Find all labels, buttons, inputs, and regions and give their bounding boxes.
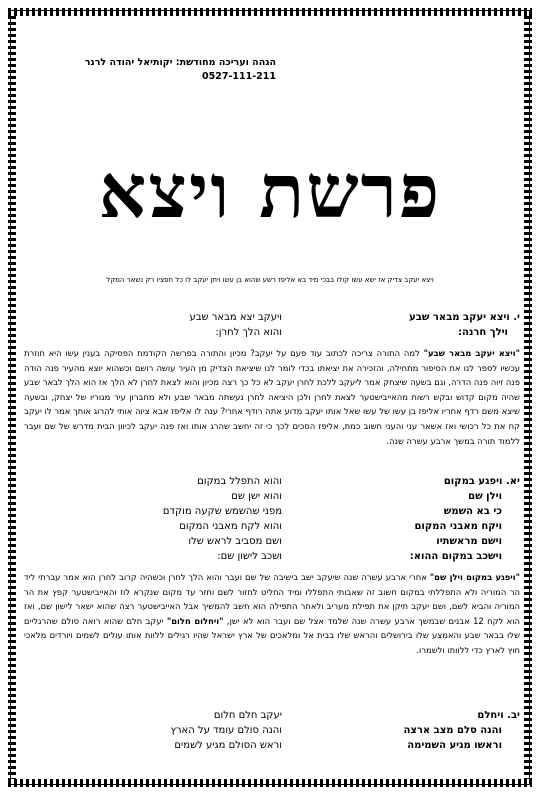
- commentary-paragraph: [24, 570, 520, 658]
- verse-source: כי בא השמש: [443, 506, 502, 517]
- verse-translation: והוא ישן שם: [231, 491, 282, 502]
- verse-translation: וראש הסולם מגיע לשמים: [174, 740, 282, 751]
- verse-source: וילך חרנה:: [458, 327, 508, 338]
- verse-source: ויחלם: [477, 710, 504, 721]
- verse-translation: ושכב לישון שם:: [217, 551, 282, 562]
- aliyot-mnemonic: ויצא יעקב צדיק אז ישא עשו קולו בבכי מיד בא אליפז רשע שהוא בן עשו ויתן יעקב לו כל חפציו רק נשאר המקל: [106, 276, 434, 284]
- commentary-paragraph: [24, 346, 520, 448]
- verse-translation: ושם מסביב לראש שלו: [188, 536, 282, 547]
- verse-source: וישכב במקום ההוא:: [409, 551, 502, 562]
- verse-number: יא.: [505, 476, 520, 487]
- commentary-lead: "ויצא יעקב מבאר שבע": [423, 348, 520, 358]
- verse-translation: מפני שהשמש שקעה מוקדם: [162, 506, 282, 517]
- commentary-text: אחרי ארבע עשרה שנה שיעקב ישב בישיבה של שם ועבר והוא הלך לחרן וכשהיה קרוב לחרן הוא אמר עברתי ליד הר המוריה ולא התפללתי במקום חשוב זה שאבותי התפללו ומיד החליט לחזור לשם וחזר עד מקום שנקרא לוז והאייבישטער קפץ את הר המוריה והביא לשם, ושם יעקב תיקן את תפילת מעריב ולאחר התפילה הוא חשב להמשיך אבל האייבישטער רצה שהוא ישאר לישון שם, ואז הוא לקח 12 אבנים שבמשך ארבע עשרה שנה שלמד אצל שם ועבר הוא לא ישן,: [24, 572, 520, 626]
- verse-source: וישם מראשתיו: [436, 536, 502, 547]
- verse-10: [22, 310, 520, 340]
- verse-translation: והוא התפלל במקום: [197, 476, 282, 487]
- document-page: [14, 14, 526, 781]
- credit-phone: 0527-111-211: [202, 71, 276, 82]
- commentary-text: יעקב חלם שהוא רואה סולם שהרגליים שלו בבאר שבע והאמצע שלו בירושלים והראש שלו בבית אל ומלאכים של ארץ ישראל שהיו רגילים ללוות אותו עולים לשמים ויורדים מלאכי חוץ לארץ כדי ללוותו ולשמרו.: [24, 615, 520, 655]
- commentary-lead: "ויפגע במקום וילן שם": [429, 572, 520, 582]
- verse-source: ויצא יעקב מבאר שבע: [409, 312, 510, 323]
- verse-source: וראשו מגיע השמימה: [407, 740, 502, 751]
- verse-source: ויפגע במקום: [443, 476, 503, 487]
- verse-number: יב.: [507, 710, 520, 721]
- verse-translation: והנה סולם עומד על הארץ: [170, 725, 282, 736]
- verse-11: [22, 474, 520, 564]
- verse-translation: ויעקב יצא מבאר שבע: [189, 312, 282, 323]
- verse-translation: והוא לקח מאבני המקום: [179, 521, 282, 532]
- verse-translation: יעקב חלם חלום: [213, 710, 282, 721]
- commentary-quote: "ויחלום חלום": [166, 615, 224, 626]
- verse-number: י.: [513, 312, 520, 323]
- verse-translation: והוא הלך לחרן:: [215, 327, 282, 338]
- verse-source: וילן שם: [468, 491, 502, 502]
- credit-block: [85, 56, 276, 84]
- page-title: פרשת ויצא: [98, 149, 442, 235]
- verse-source: והנה סלם מצב ארצה: [403, 725, 502, 736]
- commentary-text: למה התורה צריכה לכתוב עוד פעם על יעקב? מכיון והתורה בפרשה הקודמת הפסיקה בענין עשו היא חוזרת עכשיו לספר לנו את הסיפור מתחילה, והזכירה את יציאתו בכדי לומר לנו שיציאת הצדיק מן העיר עושה רושם וכשהוא יוצא מהעיר פנה הודה פנה זיוה פנה הדרה, וגם בשעה שיצחק אמר ליעקב ללכת לחרן יעקב לא כל כך רצה מכיון והוא לצאת לחרן לא הלך אז הוא הלך לבאר שבע שהיה מקום קדוש ובקש רשות מהאייבישטער לצאת לחרן ולכן היציאה לחרן נעשתה מבאר שבע ולא מחברון עיר מגוריו של יצחק, ובשעה שיצא משם רדף אחריו אליפז בן עשו של עשו שאל אותו יעקב מדוע אתה רודף אחרי? ענה לו אליפז אבא ציוה אותי להרוג אותך אמר לו יעקב קח את כל רכושי ואז אשאר עני והעני חשוב כמת, אליפז הסכים לכך כי זה יחשב שהרג אותו ואז פנה יעקב לכיוון הבית מדרש של שם ועבר ללמוד תורה במשך ארבע עשרה שנה.: [24, 348, 520, 446]
- verse-12: [22, 708, 520, 753]
- verse-source: ויקח מאבני המקום: [414, 521, 502, 532]
- credit-line: הגהה ועריכה מחודשת: יקותיאל יהודה לרנר: [84, 57, 276, 68]
